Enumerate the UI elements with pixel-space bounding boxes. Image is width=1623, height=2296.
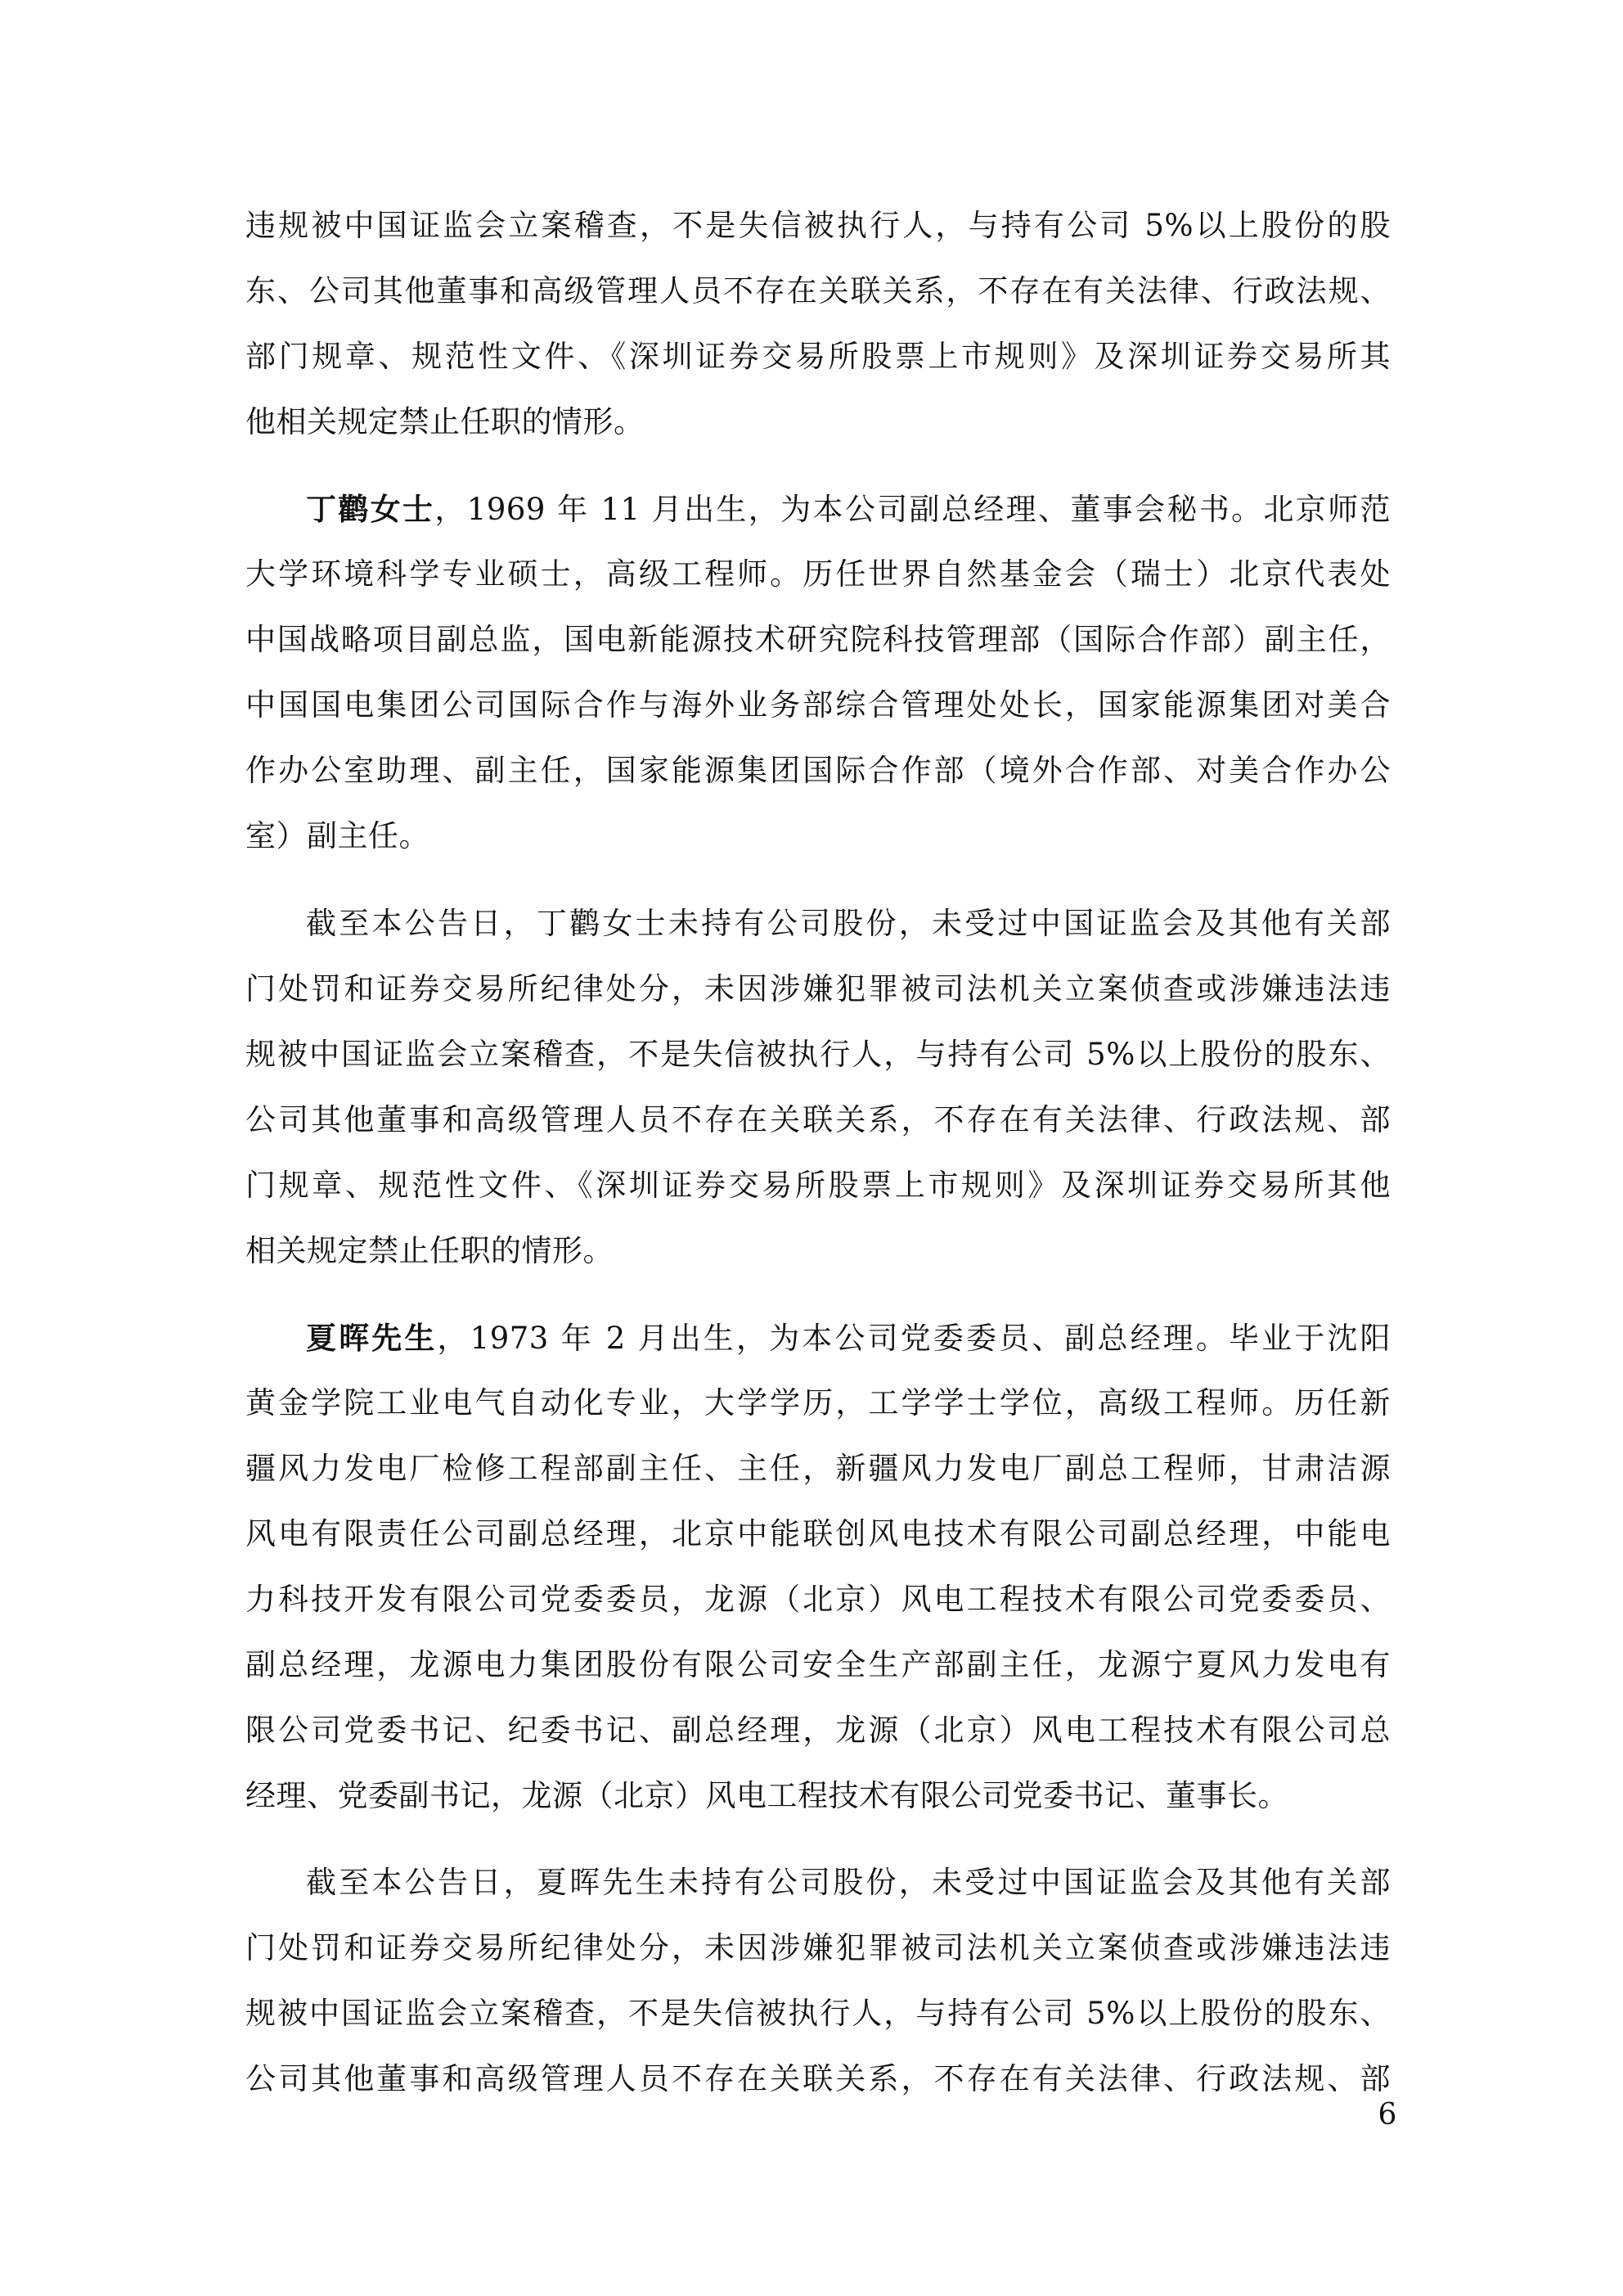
paragraph-line: 中国国电集团公司国际合作与海外业务部综合管理处处长，国家能源集团对美合	[245, 687, 1391, 723]
paragraph-text: ，1969 年 11 月出生，为本公司副总经理、董事会秘书。北京师范	[434, 492, 1391, 527]
paragraph-line: 部门规章、规范性文件、《深圳证券交易所股票上市规则》及深圳证券交易所其	[245, 339, 1391, 374]
paragraph-line: 大学环境科学专业硕士，高级工程师。历任世界自然基金会（瑞士）北京代表处	[245, 556, 1391, 592]
paragraph-first-line	[306, 476, 1391, 542]
paragraph-line: 黄金学院工业电气自动化专业，大学学历，工学学士学位，高级工程师。历任新	[245, 1385, 1391, 1420]
person-name: 丁鹳女士	[306, 491, 435, 527]
page-number: 6	[1378, 2098, 1397, 2132]
paragraph-line: 限公司党委书记、纪委书记、副总经理，龙源（北京）风电工程技术有限公司总	[245, 1713, 1391, 1748]
paragraph-line: 室）副主任。	[245, 818, 429, 853]
paragraph-line: 门规章、规范性文件、《深圳证券交易所股票上市规则》及深圳证券交易所其他	[245, 1168, 1391, 1203]
paragraph-first-line: 截至本公告日，丁鹳女士未持有公司股份，未受过中国证监会及其他有关部	[306, 906, 1391, 941]
paragraph-line: 相关规定禁止任职的情形。	[245, 1233, 614, 1268]
paragraph-line: 经理、党委副书记，龙源（北京）风电工程技术有限公司党委书记、董事长。	[245, 1778, 1288, 1813]
paragraph-line: 风电有限责任公司副总经理，北京中能联创风电技术有限公司副总经理，中能电	[245, 1516, 1391, 1551]
paragraph-line: 门处罚和证券交易所纪律处分，未因涉嫌犯罪被司法机关立案侦查或涉嫌违法违	[245, 1930, 1391, 1965]
paragraph-line: 中国战略项目副总监，国电新能源技术研究院科技管理部（国际合作部）副主任，	[245, 622, 1391, 657]
paragraph-text: ，1973 年 2 月出生，为本公司党委委员、副总经理。毕业于沈阳	[437, 1321, 1391, 1356]
paragraph-first-line: 截至本公告日，夏晖先生未持有公司股份，未受过中国证监会及其他有关部	[306, 1865, 1391, 1900]
paragraph-line: 副总经理，龙源电力集团股份有限公司安全生产部副主任，龙源宁夏风力发电有	[245, 1647, 1391, 1682]
paragraph-line: 违规被中国证监会立案稽查，不是失信被执行人，与持有公司 5%以上股份的股	[245, 208, 1391, 243]
paragraph-line: 力科技开发有限公司党委委员，龙源（北京）风电工程技术有限公司党委委员、	[245, 1582, 1391, 1617]
paragraph-line: 规被中国证监会立案稽查，不是失信被执行人，与持有公司 5%以上股份的股东、	[245, 1037, 1391, 1072]
paragraph-line: 他相关规定禁止任职的情形。	[245, 404, 645, 439]
paragraph-line: 作办公室助理、副主任，国家能源集团国际合作部（境外合作部、对美合作办公	[245, 753, 1391, 788]
paragraph-line: 公司其他董事和高级管理人员不存在关联关系，不存在有关法律、行政法规、部	[245, 2061, 1391, 2096]
paragraph-line: 东、公司其他董事和高级管理人员不存在关联关系，不存在有关法律、行政法规、	[245, 273, 1391, 308]
paragraph-line: 规被中国证监会立案稽查，不是失信被执行人，与持有公司 5%以上股份的股东、	[245, 1996, 1391, 2031]
paragraph-first-line	[306, 1305, 1391, 1371]
paragraph-line: 公司其他董事和高级管理人员不存在关联关系，不存在有关法律、行政法规、部	[245, 1102, 1391, 1137]
paragraph-line: 门处罚和证券交易所纪律处分，未因涉嫌犯罪被司法机关立案侦查或涉嫌违法违	[245, 971, 1391, 1006]
person-name: 夏晖先生	[306, 1320, 438, 1356]
paragraph-line: 疆风力发电厂检修工程部副主任、主任，新疆风力发电厂副总工程师，甘肃洁源	[245, 1451, 1391, 1486]
